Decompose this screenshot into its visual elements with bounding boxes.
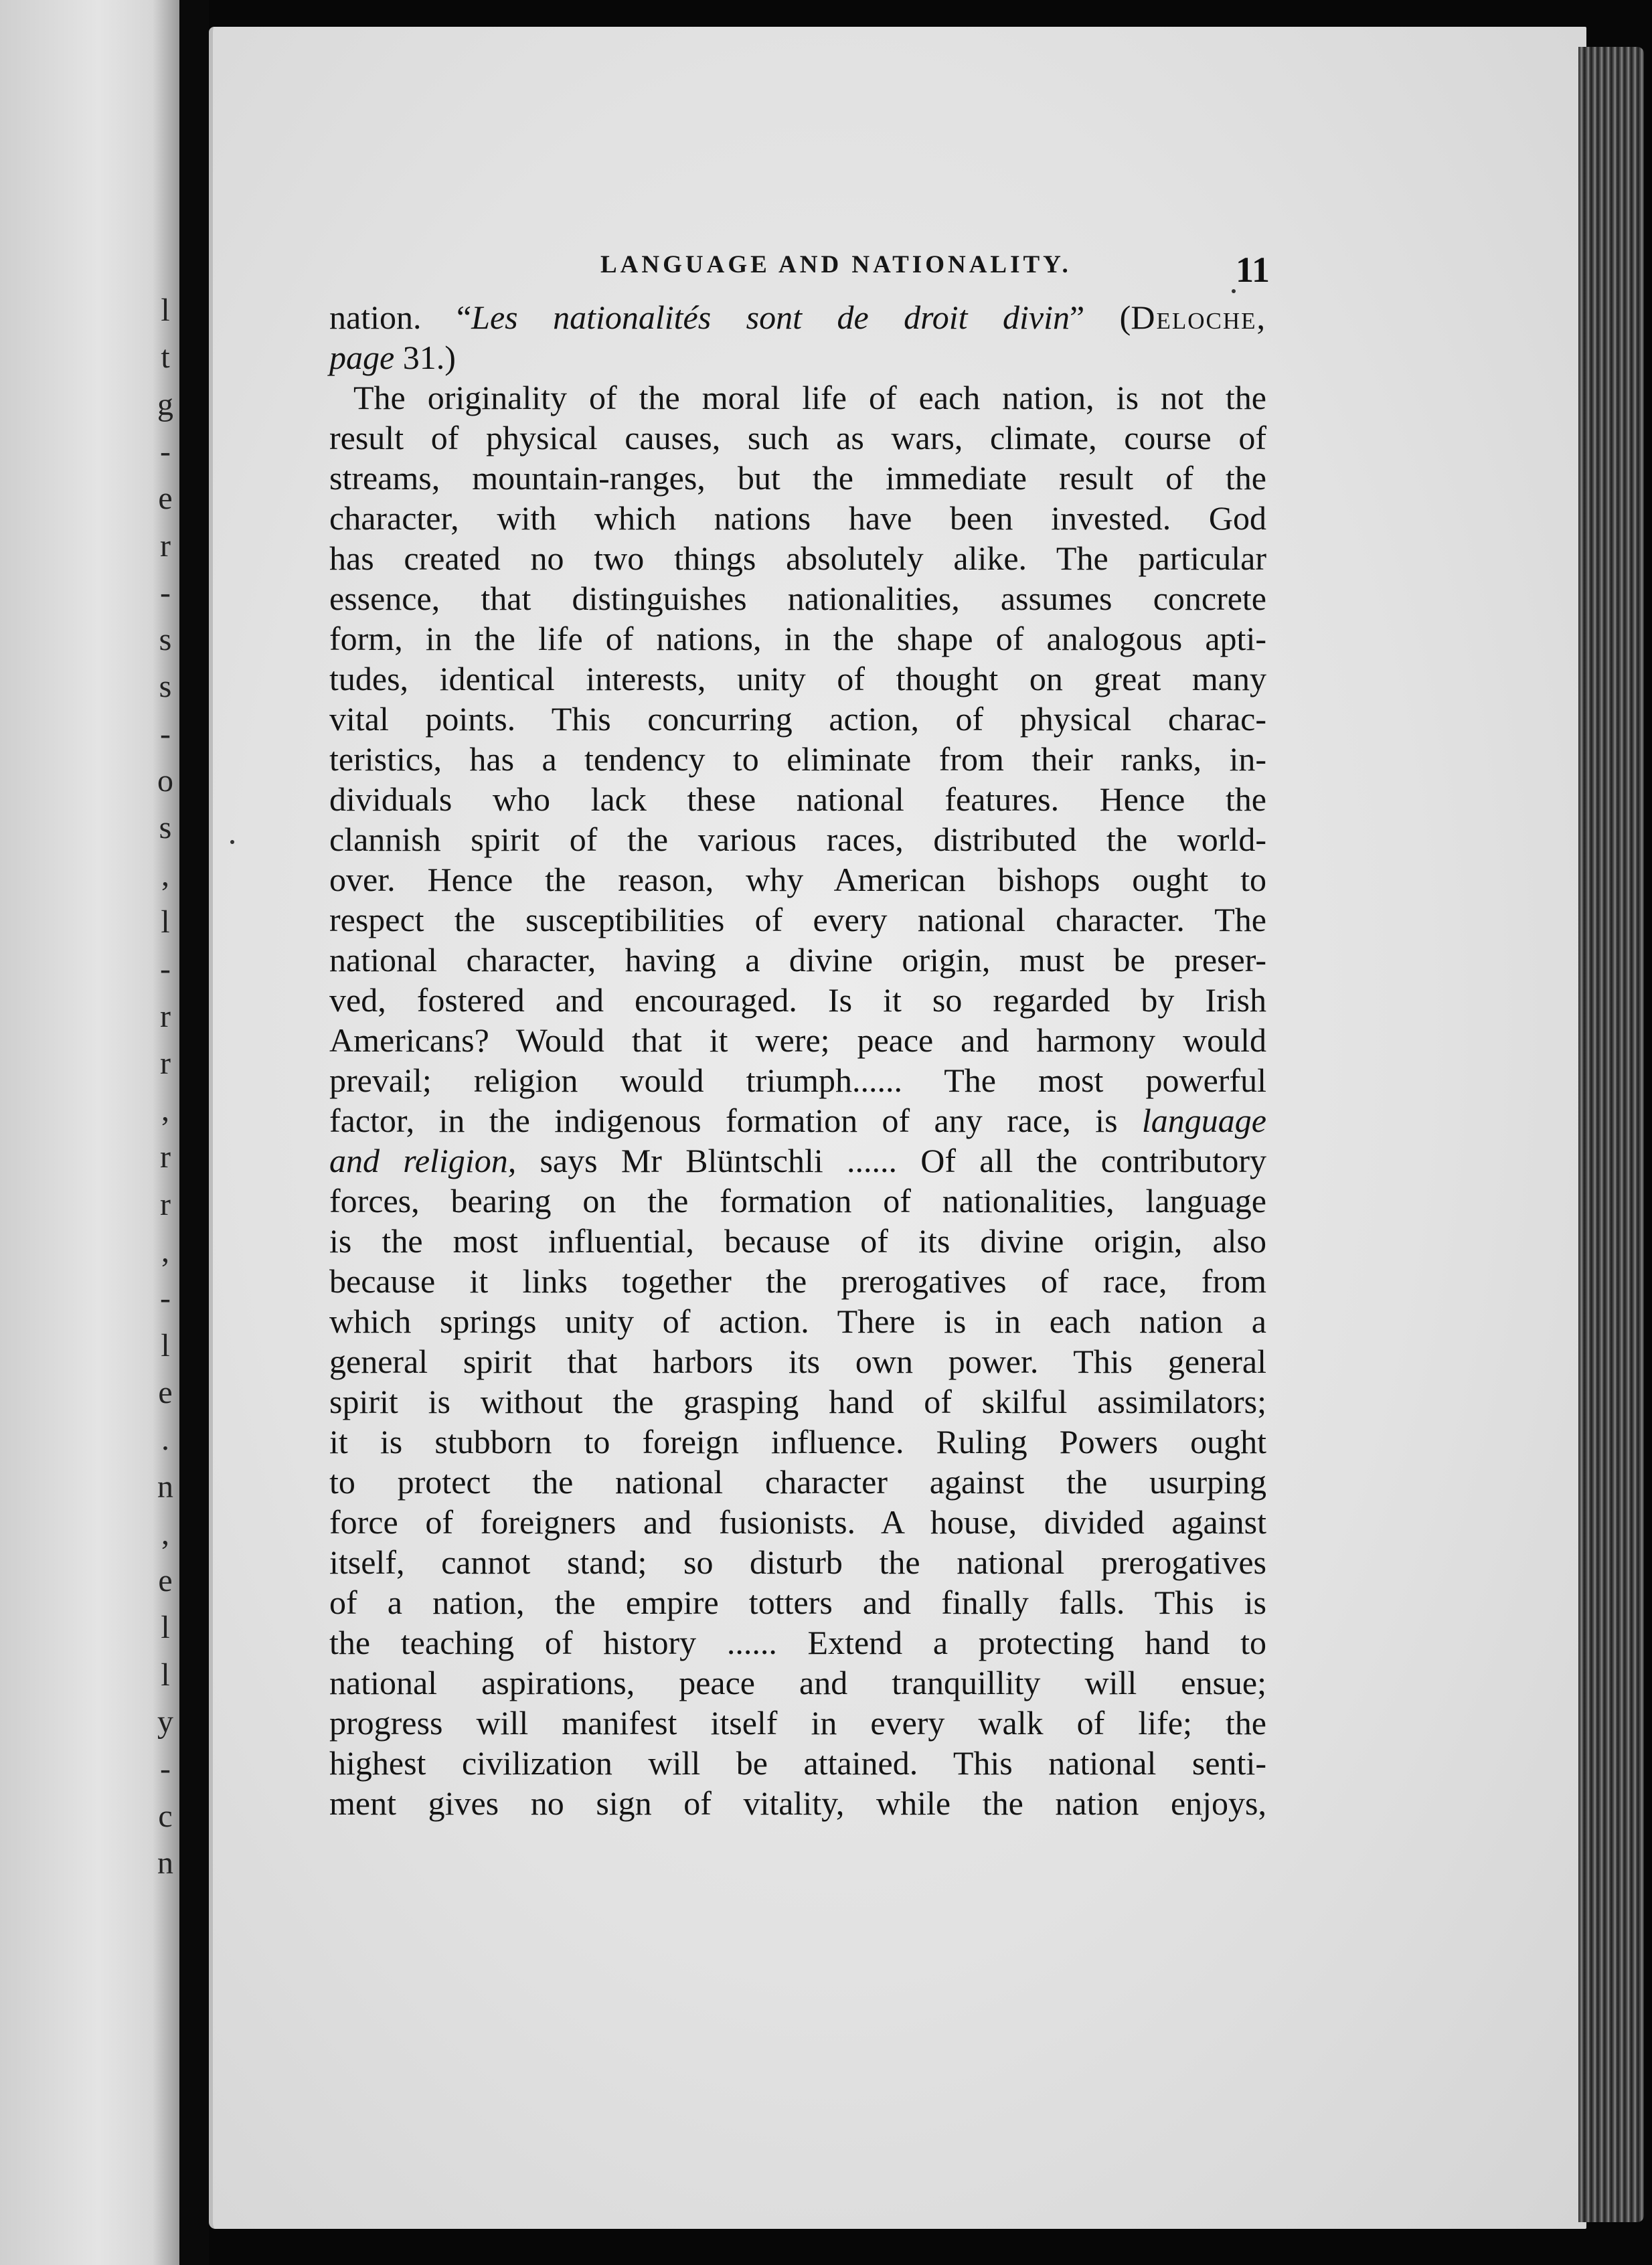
text-run: factor, in the indigenous formation of any race, is <box>329 1102 1142 1139</box>
facing-page-fragment: l <box>161 904 170 940</box>
text-line: progress will manifest itself in every walk of life; the <box>329 1704 1266 1742</box>
text-line: The originality of the moral life of each nation, is not the <box>353 379 1266 416</box>
text-line: national character, having a divine origin, must be preser- <box>329 941 1266 979</box>
text-line: ment gives no sign of vitality, while the nation enjoys, <box>329 1784 1266 1822</box>
facing-page-fragment: - <box>160 951 171 987</box>
facing-page-fragment: e <box>158 481 173 516</box>
author-citation: Deloche, <box>1131 299 1266 336</box>
facing-page-fragment: . <box>161 1422 169 1457</box>
text-line: form, in the life of nations, in the shape of analogous apti- <box>329 620 1266 657</box>
facing-page-fragment: n <box>157 1469 173 1505</box>
text-line: clannish spirit of the various races, distributed the world- <box>329 821 1266 858</box>
text-line: respect the susceptibilities of every national character. The <box>329 901 1266 938</box>
text-line: has created no two things absolutely alike. The particular <box>329 539 1266 577</box>
text-line: spirit is without the grasping hand of skilful assimilators; <box>329 1383 1266 1420</box>
text-line: teristics, has a tendency to eliminate from their ranks, in- <box>329 740 1266 778</box>
text-line: result of physical causes, such as wars, climate, course of <box>329 419 1266 456</box>
text-line: character, with which nations have been invested. God <box>329 499 1266 537</box>
facing-page-fragment: , <box>161 1516 169 1551</box>
text-line: prevail; religion would triumph...... The most powerful <box>329 1062 1266 1099</box>
facing-page-fragment: l <box>161 1328 170 1363</box>
italic-citation: page <box>329 339 395 376</box>
facing-page-fragment: s <box>159 622 172 657</box>
body-text <box>329 297 1266 1823</box>
text-line <box>329 1141 1266 1181</box>
facing-page-edge <box>0 0 179 2265</box>
facing-page-fragment: r <box>160 1139 171 1175</box>
text-run: nation. “ <box>329 299 472 336</box>
text-line <box>329 337 1266 378</box>
facing-page-fragment: o <box>157 763 173 799</box>
italic-phrase: and religion, <box>329 1142 517 1179</box>
facing-page-fragment: l <box>161 292 170 328</box>
text-line: over. Hence the reason, why American bishops ought to <box>329 861 1266 898</box>
facing-page-fragment: r <box>160 528 171 564</box>
page-stack-edge <box>1578 47 1644 2222</box>
facing-page-fragment: g <box>157 387 173 422</box>
text-line: itself, cannot stand; so disturb the national prerogatives <box>329 1543 1266 1581</box>
text-line: tudes, identical interests, unity of thought on great many <box>329 660 1266 697</box>
facing-page-fragment: - <box>160 716 171 752</box>
italic-phrase: language <box>1141 1102 1266 1139</box>
text-line: it is stubborn to foreign influence. Ruling Powers ought <box>329 1423 1266 1460</box>
text-line: to protect the national character against the usurping <box>329 1463 1266 1501</box>
text-run: 31.) <box>394 339 456 376</box>
facing-page-fragment: - <box>160 1280 171 1316</box>
facing-page-fragment: - <box>160 434 171 469</box>
italic-quote: Les nationalités sont de droit divin <box>471 299 1070 336</box>
facing-page-fragment: r <box>160 1187 171 1222</box>
text-line: dividuals who lack these national features. Hence the <box>329 780 1266 818</box>
facing-page-fragment: - <box>160 1751 171 1786</box>
facing-page-fragment: t <box>161 339 170 375</box>
facing-page-fragment: - <box>160 575 171 610</box>
facing-page-fragment: e <box>158 1563 173 1598</box>
facing-page-fragment: s <box>159 810 172 845</box>
text-line <box>329 1100 1266 1141</box>
text-line: is the most influential, because of its divine origin, also <box>329 1222 1266 1260</box>
text-line: which springs unity of action. There is in each nation a <box>329 1303 1266 1340</box>
text-line: because it links together the prerogatives of race, from <box>329 1262 1266 1300</box>
facing-page-fragment: c <box>158 1798 173 1834</box>
facing-page-fragment: , <box>161 1092 169 1128</box>
facing-page-fragment: n <box>157 1845 173 1881</box>
facing-page-fragment: s <box>159 669 172 704</box>
text-run: says Mr Blüntschli ...... Of all the contributory <box>516 1142 1266 1179</box>
text-line: force of foreigners and fusionists. A house, divided against <box>329 1503 1266 1541</box>
facing-page-fragment: e <box>158 1375 173 1410</box>
facing-page-fragment: r <box>160 999 171 1034</box>
text-line: Americans? Would that it were; peace and harmony would <box>329 1021 1266 1059</box>
facing-page-fragment: y <box>157 1704 173 1740</box>
facing-page-fragment: l <box>161 1610 170 1645</box>
facing-page-fragment: r <box>160 1045 171 1081</box>
text-line: highest civilization will be attained. This national senti- <box>329 1744 1266 1782</box>
text-line: general spirit that harbors its own power. This general <box>329 1343 1266 1380</box>
text-run: ” ( <box>1070 299 1131 336</box>
facing-page-fragment: , <box>161 857 169 893</box>
text-line: ved, fostered and encouraged. Is it so regarded by Irish <box>329 981 1266 1019</box>
text-line: forces, bearing on the formation of nationalities, language <box>329 1182 1266 1220</box>
facing-page-fragment: , <box>161 1234 169 1269</box>
text-line: of a nation, the empire totters and finally falls. This is <box>329 1584 1266 1621</box>
text-line <box>329 297 1266 337</box>
text-line: streams, mountain-ranges, but the immediate result of the <box>329 459 1266 497</box>
text-line: national aspirations, peace and tranquillity will ensue; <box>329 1664 1266 1701</box>
book-gutter <box>179 0 209 2265</box>
ink-speck <box>230 840 234 844</box>
running-head: LANGUAGE AND NATIONALITY. <box>600 251 1072 278</box>
page-number: 11 <box>1236 250 1270 290</box>
text-line: the teaching of history ...... Extend a protecting hand to <box>329 1624 1266 1661</box>
text-line: essence, that distinguishes nationalities, assumes concrete <box>329 580 1266 617</box>
facing-page-fragment: l <box>161 1657 170 1693</box>
text-line: vital points. This concurring action, of physical charac- <box>329 700 1266 738</box>
